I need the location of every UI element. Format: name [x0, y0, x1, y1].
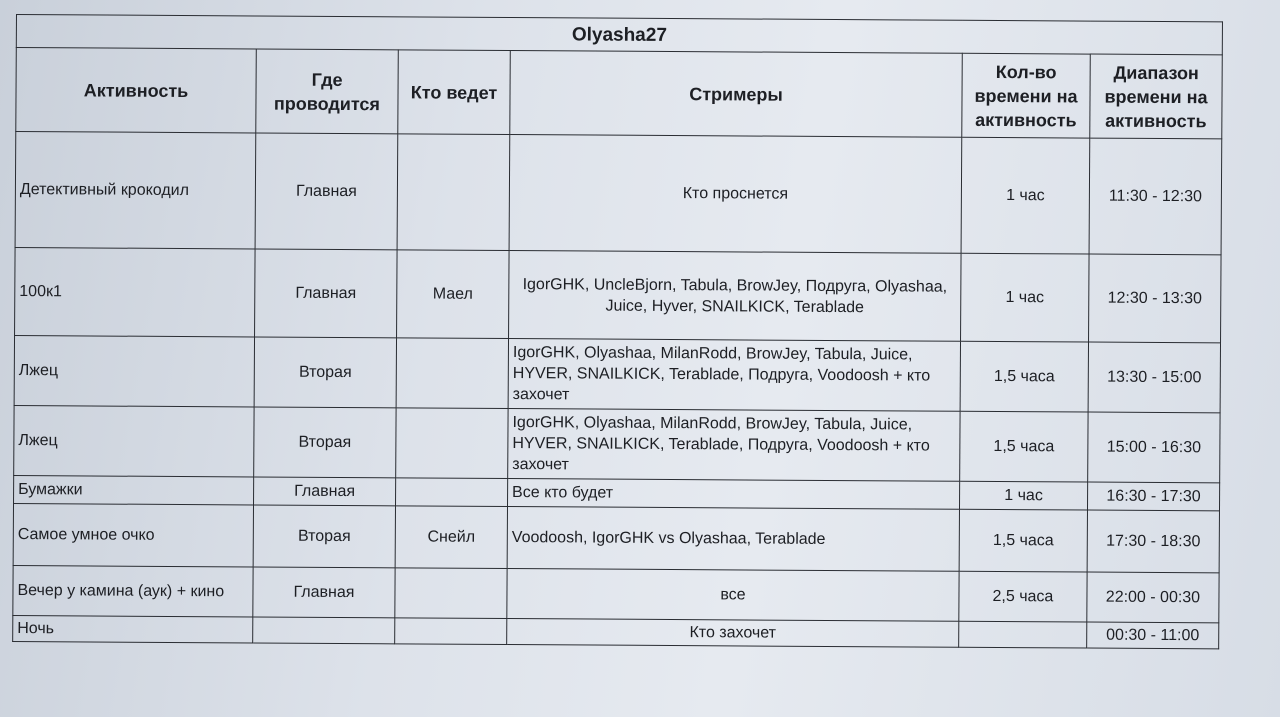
host-cell: Снейл: [395, 506, 507, 569]
location-cell: Вторая: [253, 505, 395, 568]
header-streamers: Стримеры: [510, 51, 963, 138]
host-cell: [396, 338, 508, 409]
header-time-range: Диапазон времени на активность: [1090, 54, 1223, 139]
streamers-cell: Voodoosh, IgorGHK vs Olyashaa, Terablade: [507, 507, 959, 572]
time-range-cell: 13:30 - 15:00: [1088, 342, 1220, 413]
host-cell: [395, 568, 507, 619]
location-cell: Главная: [255, 133, 398, 250]
activity-cell: Детективный крокодил: [15, 132, 256, 249]
host-cell: Маел: [397, 250, 510, 339]
time-range-cell: 15:00 - 16:30: [1088, 412, 1220, 483]
duration-cell: [959, 621, 1087, 648]
activity-cell: 100к1: [15, 247, 256, 336]
host-cell: [397, 134, 510, 251]
activity-cell: Лжец: [14, 405, 254, 476]
streamers-cell: IgorGHK, UncleBjorn, Tabula, BrowJey, Подруга, Olyashaa, Juice, Hyver, SNAILKICK, Terablade: [509, 251, 962, 342]
duration-cell: 1 час: [961, 137, 1090, 254]
duration-cell: 1 час: [961, 253, 1090, 342]
header-host: Кто ведет: [398, 50, 511, 135]
location-cell: [253, 617, 395, 644]
schedule-table: [12, 14, 1223, 649]
activity-cell: Самое умное очко: [13, 503, 253, 566]
time-range-cell: 12:30 - 13:30: [1089, 254, 1222, 343]
duration-cell: 2,5 часа: [959, 571, 1087, 622]
duration-cell: 1,5 часа: [959, 509, 1087, 572]
duration-cell: 1 час: [959, 481, 1087, 510]
table-row: [15, 247, 1222, 342]
table-row: [13, 503, 1219, 572]
streamers-cell: Все кто будет: [508, 479, 960, 510]
header-location: Где проводится: [256, 49, 399, 134]
streamers-cell: Кто захочет: [507, 619, 959, 648]
location-cell: Вторая: [254, 337, 396, 408]
streamers-cell: все: [507, 569, 959, 622]
time-range-cell: 11:30 - 12:30: [1089, 138, 1222, 255]
location-cell: Главная: [255, 249, 398, 338]
duration-cell: 1,5 часа: [960, 341, 1088, 412]
time-range-cell: 17:30 - 18:30: [1087, 510, 1219, 573]
streamers-cell: IgorGHK, Olyashaa, MilanRodd, BrowJey, Tabula, Juice, HYVER, SNAILKICK, Terablade, Подруга, Voodoosh + кто захочет: [508, 339, 960, 412]
table-row: [14, 335, 1220, 412]
table-row: [15, 132, 1222, 255]
duration-cell: 1,5 часа: [960, 411, 1088, 482]
streamers-cell: Кто проснется: [509, 135, 962, 254]
time-range-cell: 16:30 - 17:30: [1087, 482, 1219, 511]
table-title: Olyasha27: [16, 15, 1222, 55]
activity-cell: Ночь: [13, 615, 253, 642]
table-row: [13, 565, 1219, 622]
header-duration: Кол-во времени на активность: [962, 53, 1091, 138]
location-cell: Вторая: [254, 407, 396, 478]
location-cell: Главная: [254, 477, 396, 506]
activity-cell: Бумажки: [14, 475, 254, 504]
host-cell: [396, 408, 508, 479]
time-range-cell: 00:30 - 11:00: [1087, 622, 1219, 649]
table-row: [14, 405, 1220, 482]
printed-sheet: [12, 14, 1222, 649]
streamers-cell: IgorGHK, Olyashaa, MilanRodd, BrowJey, Tabula, Juice, HYVER, SNAILKICK, Terablade, Подруга, Voodoosh + кто захочет: [508, 409, 960, 482]
location-cell: Главная: [253, 567, 395, 618]
host-cell: [395, 618, 507, 645]
host-cell: [396, 478, 508, 507]
time-range-cell: 22:00 - 00:30: [1087, 572, 1219, 623]
activity-cell: Лжец: [14, 335, 254, 406]
header-activity: Активность: [16, 48, 257, 133]
activity-cell: Вечер у камина (аук) + кино: [13, 565, 253, 616]
